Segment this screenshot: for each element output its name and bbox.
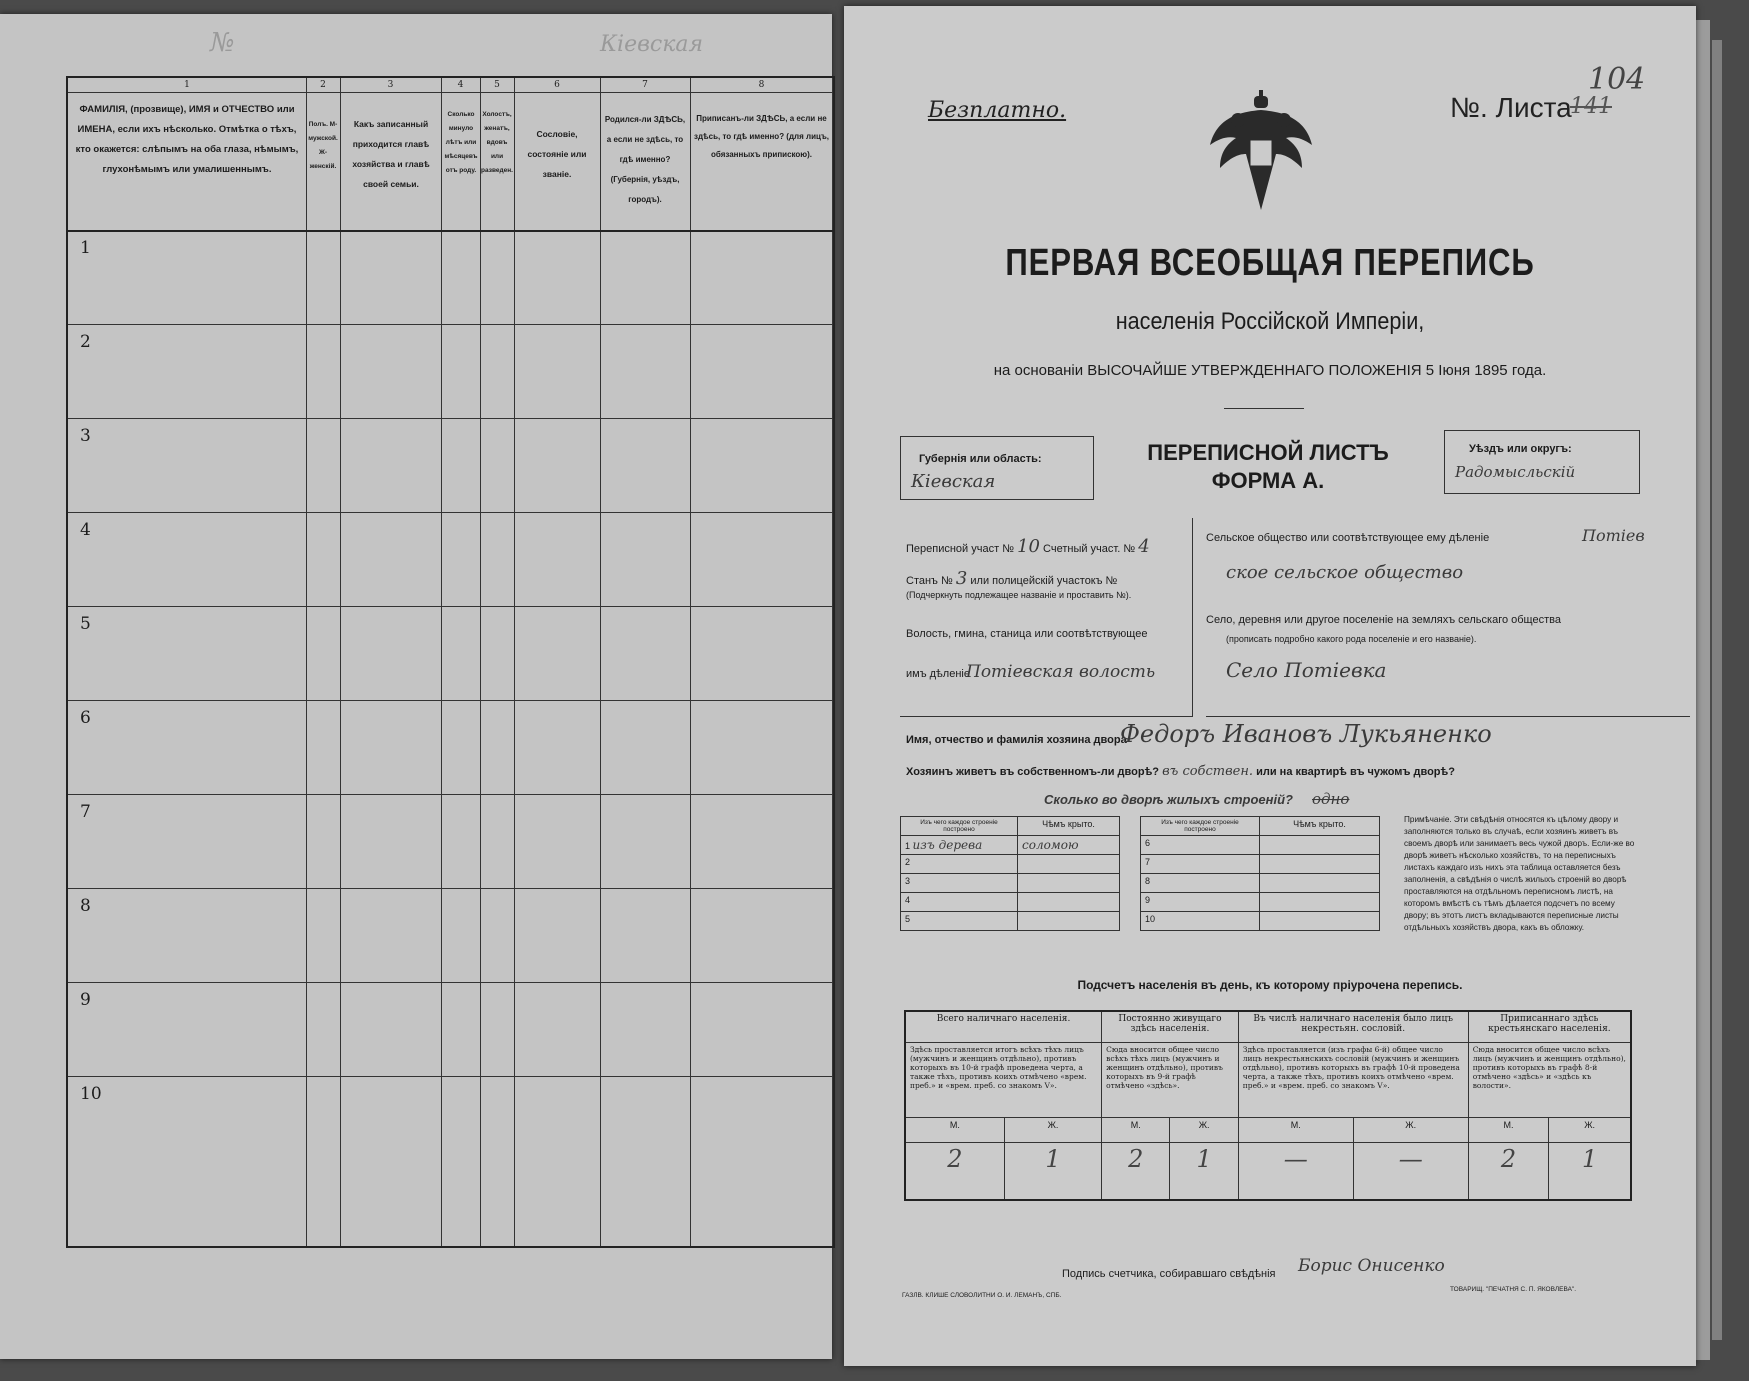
- buildings-table-right: [1140, 816, 1380, 931]
- village-value: Село Потіевка: [1226, 658, 1387, 682]
- column-header-birthplace: Родился-ли ЗДѢСЬ, а если не здѣсь, то гдѣ именно? (Губернія, уѣздъ, городъ).: [604, 115, 686, 204]
- building-material: изъ дерева: [912, 838, 983, 852]
- row-number: 2: [80, 332, 91, 352]
- column-header-marital: Холостъ, женатъ, вдовъ или разведен.: [481, 111, 513, 174]
- double-headed-eagle-icon: [1206, 90, 1316, 220]
- column-header-name: ФАМИЛІЯ, (прозвище), ИМЯ и ОТЧЕСТВО или ИМЕНА, если ихъ нѣсколько. Отмѣтка о тѣхъ, кто окажется: слѣпымъ на оба глаза, нѣмымъ, глухонѣмымъ или умалишеннымъ.: [75, 104, 299, 175]
- signature-label: Подпись счетчика, собиравшаго свѣдѣнія: [1062, 1268, 1276, 1280]
- count-group-desc: Здѣсь проставляется итогъ всѣхъ тѣхъ лицъ (мужчинъ и женщинъ отдѣльно), противъ которыхъ въ 10-й графѣ проведена черта, а также тѣхъ, противъ коихъ отмѣчено «врем. преб.» и «врем. преб. со знакомъ V».: [905, 1043, 1102, 1118]
- building-row-number: 3: [901, 874, 1018, 893]
- volost-value: Потіевская волость: [966, 662, 1156, 682]
- building-row-number: 8: [1141, 874, 1260, 893]
- printer-left: ГАЗЛВ. КЛИШЕ СЛОВОЛИТНИ О. И. ЛЕМАНЪ, СПБ.: [902, 1292, 1062, 1299]
- society-label: Сельское общество или соотвѣтствующее ему дѣленіе: [1206, 532, 1490, 544]
- basis-line: на основаніи ВЫСОЧАЙШЕ УТВЕРЖДЕННАГО ПОЛОЖЕНІЯ 5 Іюня 1895 года.: [993, 362, 1547, 379]
- row-number: 9: [80, 990, 91, 1010]
- building-row-number: 4: [901, 893, 1018, 912]
- volost-label: Волость, гмина, станица или соотвѣтствующее: [906, 628, 1148, 640]
- count-value: 2: [1102, 1143, 1170, 1201]
- count-group-title: Постоянно живущаго здѣсь населенія.: [1102, 1011, 1239, 1043]
- counting-section-label: Счетный участ. №: [1043, 543, 1136, 555]
- buildings-value: одно: [1312, 790, 1350, 808]
- census-section-value: 10: [1017, 536, 1040, 557]
- village-label: Село, деревня или другое поселеніе на земляхъ сельскаго общества: [1206, 614, 1561, 626]
- buildings-head-roof: Чѣмъ крыто.: [1018, 817, 1120, 836]
- column-number: 1: [184, 80, 190, 90]
- counting-section-value: 4: [1138, 536, 1150, 557]
- guberniya-box: [900, 436, 1094, 500]
- row-number: 5: [80, 614, 91, 634]
- society-value-1: Потіев: [1582, 526, 1645, 545]
- zh-label: Ж.: [1549, 1118, 1631, 1143]
- count-value: —: [1353, 1143, 1468, 1201]
- row-number: 6: [80, 708, 91, 728]
- stan-value: 3: [955, 568, 968, 589]
- column-number: 5: [494, 80, 500, 90]
- faint-number-sign: №: [210, 28, 235, 58]
- uezd-value: Радомысльскій: [1455, 463, 1576, 481]
- society-value-2: ское сельское общество: [1226, 562, 1464, 583]
- lives-label-2: или на квартирѣ въ чужомъ дворѣ?: [1256, 766, 1455, 778]
- count-group-title: Приписаннаго здѣсь крестьянскаго населенія.: [1468, 1011, 1631, 1043]
- buildings-head-material-2: Изъ чего каждое строеніе построено: [1141, 817, 1260, 836]
- faint-header-scribble: Кіевская: [600, 32, 704, 57]
- m-label: М.: [1102, 1118, 1170, 1143]
- building-row-number: 9: [1141, 893, 1260, 912]
- census-section-label: Переписной участ №: [906, 543, 1014, 555]
- buildings-head-roof-2: Чѣмъ крыто.: [1260, 817, 1380, 836]
- count-value: 1: [1004, 1143, 1101, 1201]
- building-row-number: 1: [905, 841, 911, 851]
- row-number: 7: [80, 802, 91, 822]
- column-header-registration: Приписанъ-ли ЗДѢСЬ, а если не здѣсь, то гдѣ именно? (для лицъ, обязанныхъ припискою).: [694, 114, 829, 159]
- column-header-relation: Какъ записанный приходится главѣ хозяйства и главѣ своей семьи.: [352, 119, 430, 189]
- column-number: 7: [642, 80, 648, 90]
- stan-label: Станъ №: [906, 575, 953, 587]
- building-roof: соломою: [1018, 836, 1120, 855]
- left-page: [0, 14, 832, 1359]
- count-group-title: Всего наличнаго населенія.: [905, 1011, 1102, 1043]
- sheet-number-handwritten: 104: [1588, 62, 1646, 97]
- building-row-number: 6: [1141, 836, 1260, 855]
- row-number: 10: [80, 1084, 102, 1104]
- count-value: 1: [1549, 1143, 1631, 1201]
- column-number: 4: [457, 80, 464, 90]
- buildings-table-left: [900, 816, 1120, 931]
- village-note: (прописать подробно какого рода поселеніе и его названіе).: [1226, 634, 1477, 644]
- location-block-left: [900, 518, 1193, 717]
- count-group-desc: Сюда вносится общее число всѣхъ тѣхъ лицъ (мужчинъ и женщинъ отдѣльно), противъ которыхъ въ 9-й графѣ отмѣчено «здѣсь».: [1102, 1043, 1239, 1118]
- location-block-right: [1206, 518, 1690, 717]
- count-value: —: [1238, 1143, 1353, 1201]
- count-group-title: Въ числѣ наличнаго населенія было лицъ некрестьян. сословій.: [1238, 1011, 1468, 1043]
- count-value: 2: [905, 1143, 1004, 1201]
- divider: [1224, 408, 1304, 409]
- owner-label: Имя, отчество и фамилія хозяина двора: [906, 734, 1127, 746]
- uezd-label: Уѣздъ или округъ:: [1469, 443, 1572, 455]
- form-header: [900, 430, 1688, 502]
- uezd-box: [1444, 430, 1640, 494]
- column-header-estate: Сословіе, состояніе или званіе.: [527, 129, 587, 179]
- row-number: 3: [80, 426, 91, 446]
- m-label: М.: [905, 1118, 1004, 1143]
- lives-value: въ собствен.: [1162, 764, 1254, 779]
- column-number: 2: [320, 80, 326, 90]
- buildings-note: Примѣчаніе. Эти свѣдѣнія относятся къ цѣлому двору и заполняются только въ случаѣ, если хозяинъ живетъ въ своемъ дворѣ или занимаетъ весь чужой дворъ. Если-же во дворѣ живетъ нѣсколько хозяйствъ, то на переписныхъ листахъ каждаго изъ нихъ эта таблица оставляется безъ заполненія, а свѣдѣнія о числѣ жилыхъ строеній во дворѣ проставляются на отдѣльномъ переписномъ листѣ, на которомъ вмѣстѣ съ тѣмъ дѣлается подсчетъ по всему двору; въ этотъ листъ вкладываются переписные листы отдѣльныхъ хозяйствъ двора, какъ въ обложку.: [1404, 815, 1635, 932]
- zh-label: Ж.: [1170, 1118, 1238, 1143]
- m-label: М.: [1468, 1118, 1549, 1143]
- building-row-number: 5: [901, 912, 1018, 931]
- m-label: М.: [1238, 1118, 1353, 1143]
- page-subtitle: населенія Россійской Имперіи,: [1115, 308, 1425, 335]
- form-title: ПЕРЕПИСНОЙ ЛИСТЪ: [1147, 440, 1389, 465]
- count-group-desc: Сюда вносится общее число всѣхъ лицъ (мужчинъ и женщинъ отдѣльно), противъ которыхъ въ графѣ 8-й отмѣчено «здѣсь» и «здѣсь къ волости».: [1468, 1043, 1631, 1118]
- count-title: Подсчетъ населенія въ день, къ которому пріурочена перепись.: [1077, 978, 1463, 992]
- column-number: 8: [758, 80, 765, 90]
- column-header-sex: Полъ. М-мужской. Ж-женскій.: [308, 121, 338, 170]
- buildings-head-material: Изъ чего каждое строеніе построено: [901, 817, 1018, 836]
- buildings-label: Сколько во дворѣ жилыхъ строеній?: [1044, 792, 1293, 807]
- free-label: Безплатно.: [928, 98, 1067, 123]
- signature-value: Борис Онисенко: [1298, 1256, 1445, 1276]
- row-number: 8: [80, 896, 91, 916]
- zh-label: Ж.: [1353, 1118, 1468, 1143]
- police-label: или полицейскій участокъ №: [970, 575, 1118, 587]
- count-value: 1: [1170, 1143, 1238, 1201]
- row-number: 1: [80, 238, 91, 258]
- population-grid: [66, 76, 835, 1248]
- count-group-desc: Здѣсь проставляется (изъ графы 6-й) общее число лицъ некрестьянскихъ сословій (мужчинъ и женщинъ отдѣльно), противъ которыхъ въ графѣ 10-й проведена черта, а также тѣхъ, противъ коихъ отмѣчено «врем. преб.» и «врем. преб. со знакомъ V».: [1238, 1043, 1468, 1118]
- page-title: ПЕРВАЯ ВСЕОБЩАЯ ПЕРЕПИСЬ: [1005, 242, 1535, 284]
- owner-value: Федоръ Ивановъ Лукьяненко: [1120, 720, 1492, 748]
- row-number: 4: [80, 520, 91, 540]
- building-row-number: 10: [1141, 912, 1260, 931]
- volost-label-2: имъ дѣленіе: [906, 668, 970, 680]
- form-subtitle: ФОРМА А.: [1211, 468, 1325, 493]
- column-header-age: Сколько минуло лѣтъ или мѣсяцевъ отъ роду.: [444, 111, 478, 174]
- printer-right: ТОВАРИЩ. "ПЕЧАТНЯ С. П. ЯКОВЛЕВА".: [1450, 1286, 1577, 1293]
- zh-label: Ж.: [1004, 1118, 1101, 1143]
- guberniya-label: Губернія или область:: [919, 453, 1042, 465]
- count-value: 2: [1468, 1143, 1549, 1201]
- building-row-number: 7: [1141, 855, 1260, 874]
- sheet-number-crossed: 141: [1570, 94, 1612, 119]
- count-table: [904, 1010, 1632, 1201]
- guberniya-value: Кіевская: [911, 471, 996, 492]
- building-row-number: 2: [901, 855, 1018, 874]
- lives-label: Хозяинъ живетъ въ собственномъ-ли дворѣ?: [906, 766, 1160, 778]
- sheet-label: №. Листа: [1450, 92, 1572, 123]
- underline-note: (Подчеркнуть подлежащее названіе и проставить №).: [906, 590, 1132, 600]
- column-number: 6: [554, 80, 560, 90]
- column-number: 3: [387, 80, 394, 90]
- right-page: [844, 6, 1696, 1366]
